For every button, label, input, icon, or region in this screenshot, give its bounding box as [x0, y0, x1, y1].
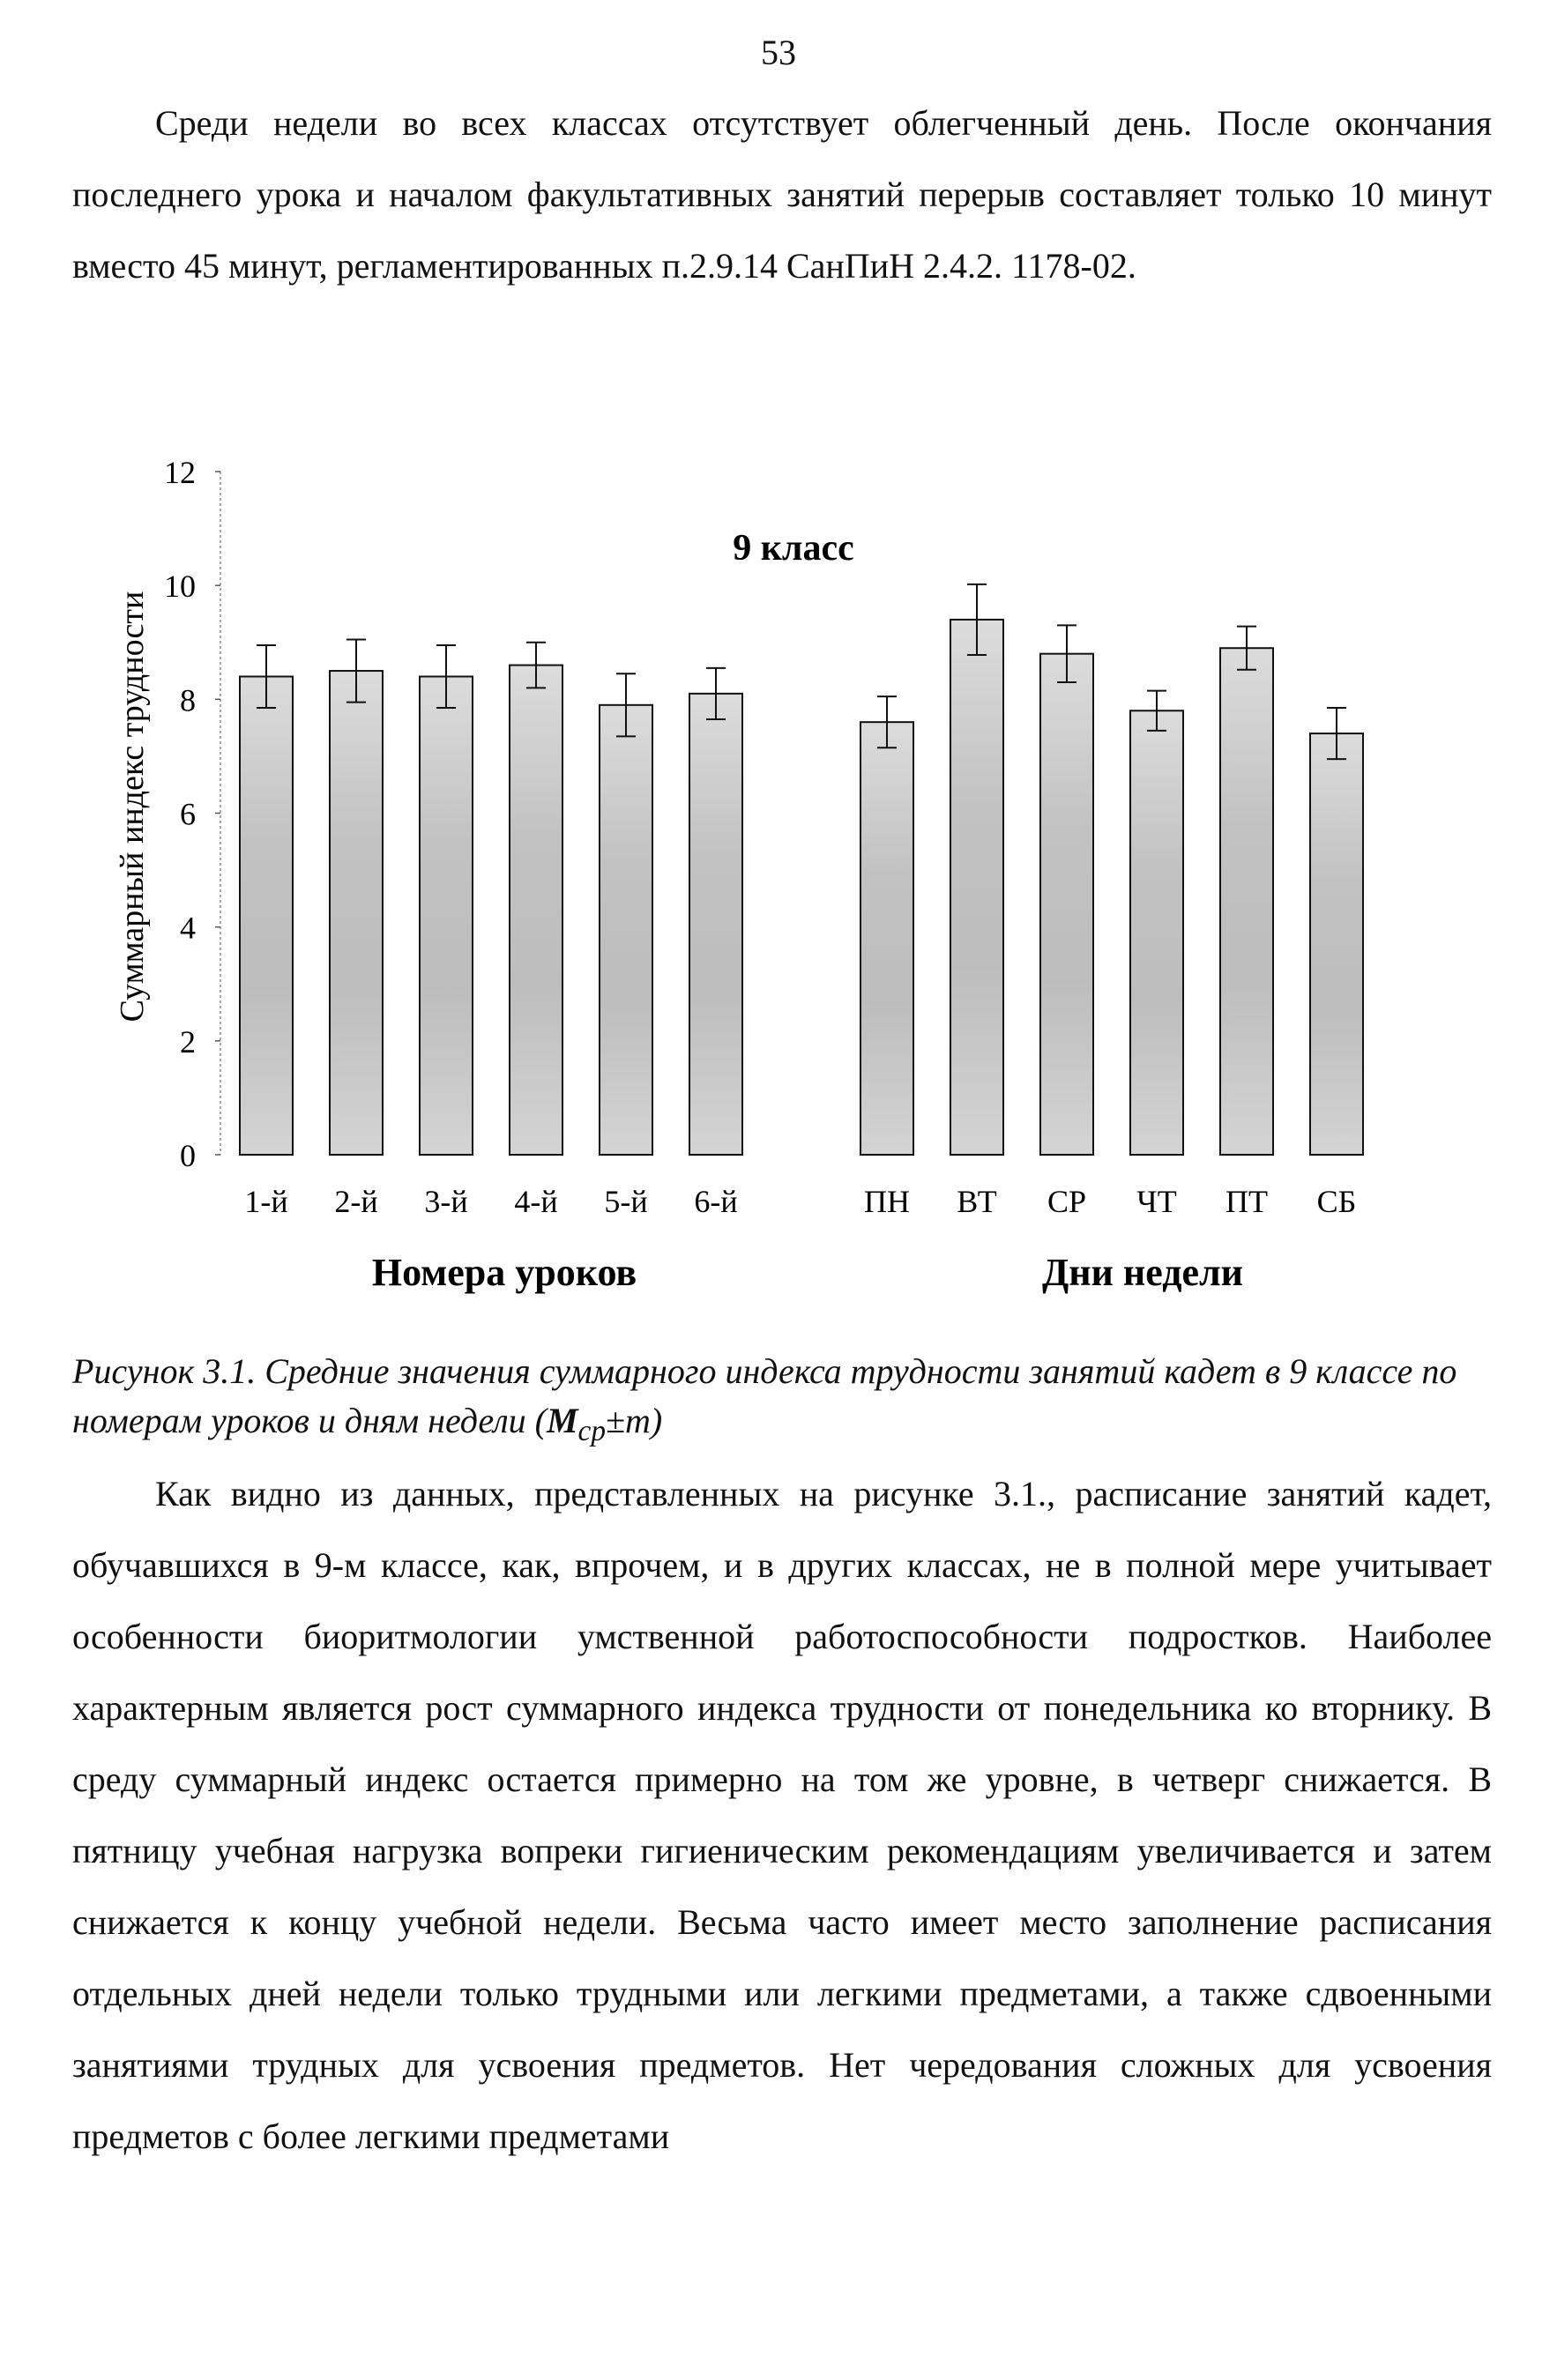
x-tick-label: 2-й [334, 1184, 378, 1219]
figure-caption [72, 1347, 1492, 1456]
x-tick-label: СБ [1316, 1184, 1357, 1219]
bar [420, 677, 473, 1156]
bars-layer [240, 584, 1363, 1219]
y-axis-label: Суммарный индекс трудности [114, 591, 151, 1023]
bar [1310, 733, 1363, 1155]
caption-prefix: Рисунок 3.1. [72, 1351, 257, 1391]
x-tick-label: ВТ [957, 1184, 997, 1219]
bar [240, 677, 293, 1156]
bar [600, 705, 652, 1155]
bar [510, 666, 562, 1155]
caption-symbol: M [546, 1401, 578, 1440]
x-tick-label: 1-й [244, 1184, 288, 1219]
x-axis-label-lessons: Номера уроков [371, 1251, 637, 1294]
x-tick-label: 4-й [514, 1184, 558, 1219]
x-tick-label: ПТ [1225, 1184, 1268, 1219]
x-tick-label: ПН [864, 1184, 910, 1219]
paragraph-analysis-text: Как видно из данных, представленных на рисунке 3.1., расписание занятий кадет, обучавшихся в 9-м классе, как, впрочем, и в других классах, не в полной мере учитывает особенности биоритмологии умственной работоспособности подростков. Наиболее характерным является рост суммарного индекса трудности от понедельника ко вторнику. В среду суммарный индекс остается примерно на том же уровне, в четверг снижается. В пятницу учебная нагрузка вопреки гигиеническим рекомендациям увеличивается и затем снижается к концу учебной недели. Весьма часто имеет место заполнение расписания отдельных дней недели только трудными или легкими предметами, а также сдвоенными занятиями трудных для усвоения предметов. Нет чередования сложных для усвоения предметов с более легкими предметами [72, 1474, 1492, 2156]
x-tick-label: 5-й [604, 1184, 648, 1219]
x-tick-label: 6-й [694, 1184, 738, 1219]
y-tick-label: 8 [180, 682, 196, 718]
paragraph-intro-text: Среди недели во всех классах отсутствует облегченный день. После окончания последнего урока и началом факультативных занятий перерыв составляет только 10 минут вместо 45 минут, регламентированных п.2.9.14 СанПиН 2.4.2. 1178-02. [72, 103, 1492, 286]
bar-chart [0, 432, 1557, 1331]
chart-title: 9 класс [733, 528, 854, 569]
bar [860, 722, 913, 1155]
caption-suffix: m) [624, 1401, 663, 1440]
caption-pm: ± [606, 1401, 625, 1440]
caption-subscript: ср [577, 1415, 606, 1447]
bar [1040, 654, 1093, 1155]
y-tick-label: 12 [164, 455, 196, 490]
x-tick-label: СР [1047, 1184, 1087, 1219]
paragraph-analysis [72, 1458, 1492, 2172]
bar [1220, 648, 1273, 1155]
y-tick-label: 2 [180, 1023, 196, 1060]
y-tick-label: 6 [180, 796, 196, 832]
bar [689, 694, 742, 1155]
y-tick-label: 10 [164, 569, 196, 605]
x-tick-label: 3-й [424, 1184, 468, 1219]
bar [1130, 710, 1183, 1155]
page-number: 53 [761, 33, 796, 72]
x-axis-label-days: Дни недели [1041, 1251, 1244, 1294]
y-tick-label: 0 [180, 1138, 196, 1173]
caption-text: Средние значения суммарного индекса трудности занятий кадет в 9 классе по номерам уроков и дням недели ( [72, 1351, 1457, 1440]
paragraph-intro [72, 87, 1492, 301]
bar [950, 620, 1003, 1155]
x-tick-label: ЧТ [1136, 1184, 1177, 1219]
bar [330, 671, 383, 1155]
y-axis-ticks [164, 455, 220, 1173]
y-tick-label: 4 [180, 910, 196, 946]
